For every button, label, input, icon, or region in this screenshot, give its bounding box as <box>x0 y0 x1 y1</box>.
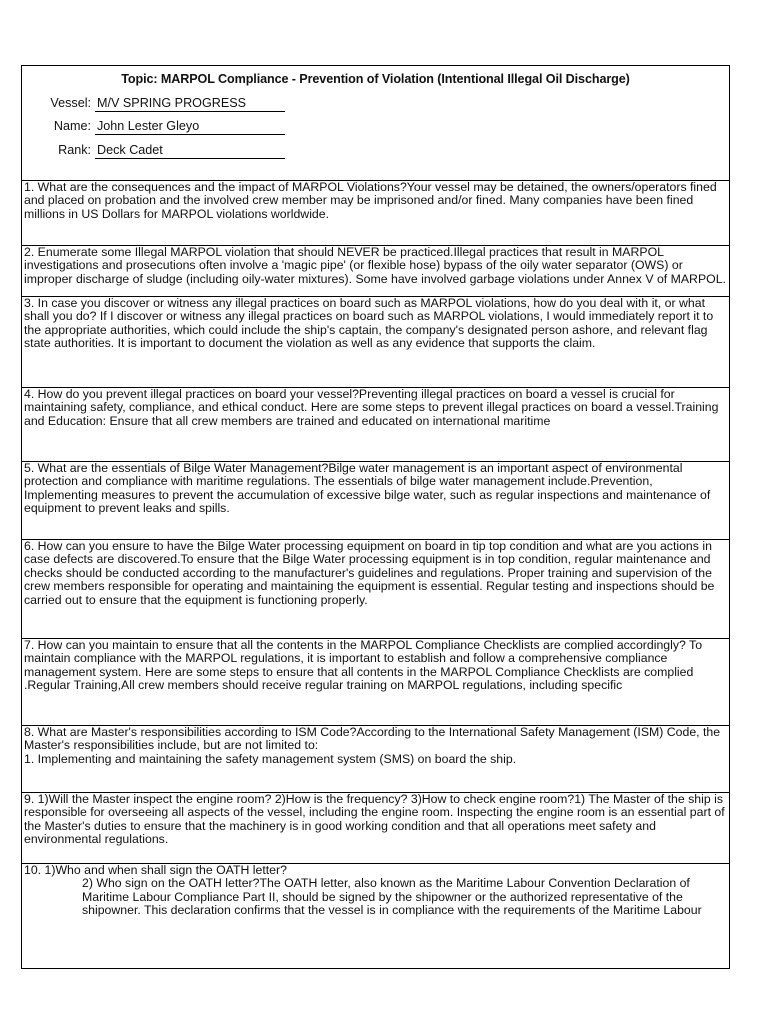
question-3 <box>22 296 729 387</box>
question-text: 7. How can you maintain to ensure that all the contents in the MARPOL Compliance Checklists are complied accordingly? To maintain compliance with the MARPOL regulations, it is important to establish and follow a comprehensive compliance management system. Here are some steps to ensure that all contents in the MARPOL Compliance Checklists are complied .Regular Training,All crew members should receive regular training on MARPOL regulations, including specific <box>24 638 703 693</box>
vessel-field <box>22 96 729 116</box>
question-text: 1. What are the consequences and the impact of MARPOL Violations?Your vessel may be detained, the owners/operators fined and placed on probation and the involved crew member may be imprisoned and/or fined. Many companies have been fined millions in US Dollars for MARPOL violations worldwide. <box>24 180 717 221</box>
question-text-continued: 1. Implementing and maintaining the safety management system (SMS) on board the ship. <box>24 751 517 766</box>
name-field <box>22 119 729 139</box>
question-text: 6. How can you ensure to have the Bilge Water processing equipment on board in tip top condition and what are you actions in case defects are discovered.To ensure that the Bilge Water processing equipment is in top condition, regular maintenance and checks should be conducted according to the manufacturer's guidelines and regulations. Proper training and supervision of the crew members responsible for operating and maintaining the equipment is essential. Regular testing and inspections should be carried out to ensure that the equipment is functioning properly. <box>24 539 715 607</box>
rank-label: Rank: <box>58 143 91 157</box>
question-10 <box>22 863 729 970</box>
question-2 <box>22 245 729 296</box>
question-text: 4. How do you prevent illegal practices on board your vessel?Preventing illegal practices on board a vessel is crucial for maintaining safety, compliance, and ethical conduct. Here are some steps to prevent illegal practices on board a vessel.Training and Education: Ensure that all crew members are trained and educated on international maritime <box>24 387 719 428</box>
question-5 <box>22 461 729 539</box>
question-1 <box>22 180 729 245</box>
question-text: 5. What are the essentials of Bilge Water Management?Bilge water management is an important aspect of environmental protection and compliance with maritime regulations. The essentials of bilge water management include.Prevention, Implementing measures to prevent the accumulation of excessive bilge water, such as regular inspections and maintenance of equipment to prevent leaks and spills. <box>24 461 711 516</box>
rank-field <box>22 143 729 163</box>
rank-value: Deck Cadet <box>95 143 285 159</box>
question-text: 10. 1)Who and when shall sign the OATH letter? <box>24 863 287 877</box>
name-label: Name: <box>53 119 91 133</box>
question-text-continued: 2) Who sign on the OATH letter?The OATH letter, also known as the Maritime Labour Convention Declaration of Maritime Labour Compliance Part II, should be signed by the shipowner or the authorized representative of the shipowner. This declaration confirms that the vessel is in compliance with the requirements of the Maritime Labour <box>82 876 702 918</box>
question-9 <box>22 792 729 863</box>
question-text: 9. 1)Will the Master inspect the engine room? 2)How is the frequency? 3)How to check engine room?1) The Master of the ship is responsible for overseeing all aspects of the vessel, including the engine room. Inspecting the engine room is an essential part of the Master's duties to ensure that the machinery is in good working condition and that all operations meet safety and environmental regulations. <box>24 792 725 847</box>
vessel-value: M/V SPRING PROGRESS <box>95 96 285 112</box>
question-6 <box>22 539 729 638</box>
page-title: Topic: MARPOL Compliance - Prevention of Violation (Intentional Illegal Oil Discharge) <box>121 72 630 86</box>
compliance-form <box>21 65 730 969</box>
question-4 <box>22 387 729 461</box>
question-8 <box>22 725 729 792</box>
form-header <box>22 66 729 180</box>
question-text: 8. What are Master's responsibilities according to ISM Code?According to the International Safety Management (ISM) Code, the Master's responsibilities include, but are not limited to: <box>24 725 721 753</box>
name-value: John Lester Gleyo <box>95 119 285 135</box>
vessel-label: Vessel: <box>50 96 91 110</box>
question-text: 2. Enumerate some Illegal MARPOL violation that should NEVER be practiced.Illegal practices that result in MARPOL investigations and prosecutions often involve a 'magic pipe' (or flexible hose) bypass of the oily water separator (OWS) or improper discharge of sludge (including oily-water mixtures). Some have involved garbage violations under Annex V of MARPOL. <box>24 245 726 286</box>
question-text: 3. In case you discover or witness any illegal practices on board such as MARPOL violations, how do you deal with it, or what shall you do? If I discover or witness any illegal practices on board such as MARPOL violations, I would immediately report it to the appropriate authorities, which could include the ship's captain, the company's designated person ashore, and relevant flag state authorities. It is important to document the violation as well as any evidence that supports the claim. <box>24 296 714 351</box>
question-7 <box>22 638 729 725</box>
